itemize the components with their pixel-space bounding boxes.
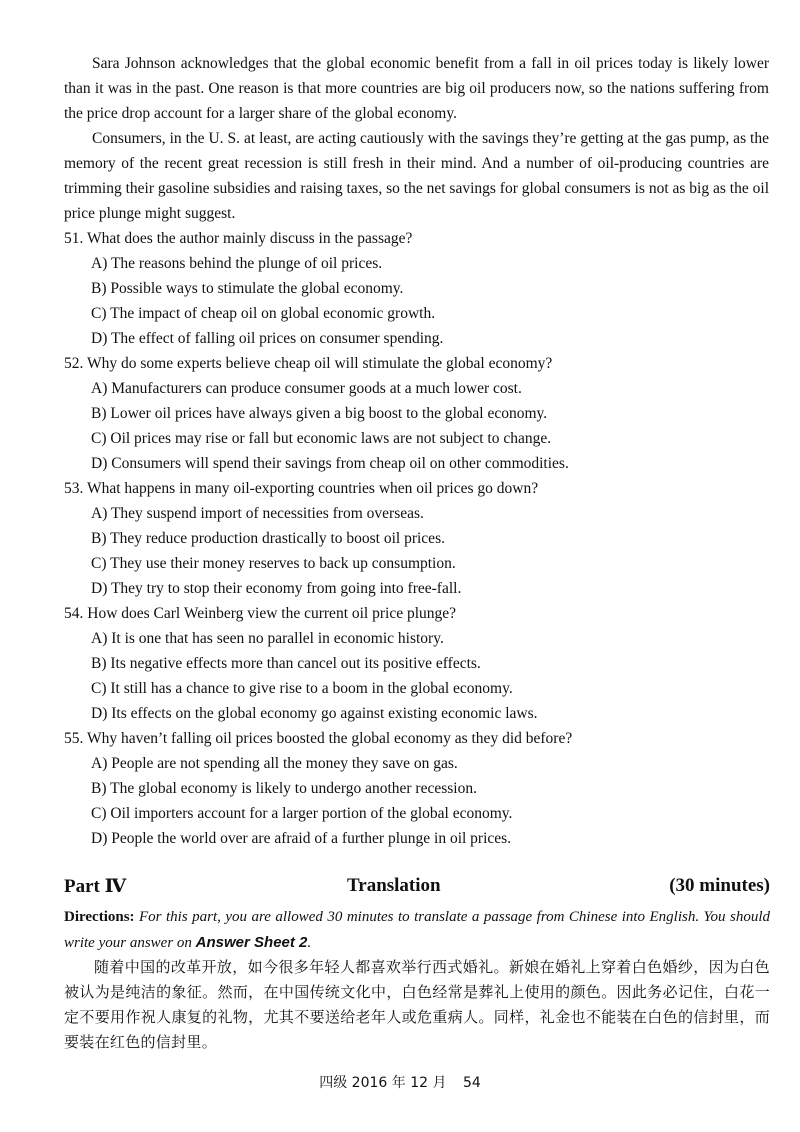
- option-d: D) Consumers will spend their savings from cheap oil on other commodities.: [91, 455, 569, 472]
- option-a: A) People are not spending all the money they save on gas.: [91, 755, 458, 772]
- question-stem: 54. How does Carl Weinberg view the current oil price plunge?: [64, 605, 457, 622]
- footer-exam-label: 四级 2016 年 12 月: [319, 1075, 447, 1091]
- question-stem: 53. What happens in many oil-exporting countries when oil prices go down?: [64, 480, 539, 497]
- part-label: Part Ⅳ: [64, 876, 127, 897]
- option-a: A) It is one that has seen no parallel in economic history.: [91, 630, 444, 647]
- option-b: B) The global economy is likely to undergo another recession.: [91, 780, 477, 797]
- question-52: [64, 351, 774, 476]
- directions: [64, 905, 770, 956]
- option-b: B) Possible ways to stimulate the global economy.: [91, 280, 404, 297]
- question-55: [64, 726, 774, 851]
- option-a: A) The reasons behind the plunge of oil prices.: [91, 255, 383, 272]
- option-c: C) They use their money reserves to back up consumption.: [91, 555, 456, 572]
- option-c: C) It still has a chance to give rise to a boom in the global economy.: [91, 680, 513, 697]
- question-51: [64, 226, 774, 351]
- part-title: Translation: [347, 875, 441, 896]
- page-number: 54: [462, 1075, 481, 1091]
- answer-sheet-reference: Answer Sheet 2: [195, 934, 308, 951]
- chinese-translation-passage: 随着中国的改革开放，如今很多年轻人都喜欢举行西式婚礼。新娘在婚礼上穿着白色婚纱，因为白色被认为是纯洁的象征。然而，在中国传统文化中，白色经常是葬礼上使用的颜色。因此务必记住，白花一定不要用作祝人康复的礼物，尤其不要送给老年人或危重病人。同样，礼金也不能装在白色的信封里，而要装在红色的信封里。: [64, 958, 770, 1051]
- option-a: A) Manufacturers can produce consumer goods at a much lower cost.: [91, 380, 522, 397]
- option-c: C) Oil prices may rise or fall but economic laws are not subject to change.: [91, 430, 552, 447]
- question-stem: 51. What does the author mainly discuss in the passage?: [64, 230, 413, 247]
- passage-paragraph-1: Sara Johnson acknowledges that the global economic benefit from a fall in oil prices today is likely lower than it was in the past. One reason is that more countries are big oil producers now, so the nations suffering from the price drop account for a larger share of the global economy.: [64, 55, 769, 122]
- question-stem: 55. Why haven’t falling oil prices boosted the global economy as they did before?: [64, 730, 573, 747]
- page-footer: [0, 1072, 800, 1092]
- option-b: B) They reduce production drastically to boost oil prices.: [91, 530, 445, 547]
- passage-paragraph-2: Consumers, in the U. S. at least, are acting cautiously with the savings they’re getting at the gas pump, as the memory of the recent great recession is still fresh in their mind. And a number of oil-producing countries are trimming their gasoline subsidies and raising taxes, so the net savings for global consumers is not as big as the oil price plunge might suggest.: [64, 130, 769, 222]
- directions-text: For this part, you are allowed 30 minutes to translate a passage from Chinese into English. You should write your answer on: [64, 909, 770, 951]
- option-b: B) Its negative effects more than cancel out its positive effects.: [91, 655, 481, 672]
- option-d: D) They try to stop their economy from going into free-fall.: [91, 580, 462, 597]
- question-53: [64, 476, 774, 601]
- option-b: B) Lower oil prices have always given a big boost to the global economy.: [91, 405, 548, 422]
- directions-end: .: [307, 935, 312, 951]
- part-iv-header: [64, 875, 770, 903]
- option-d: D) Its effects on the global economy go against existing economic laws.: [91, 705, 538, 722]
- directions-label: Directions:: [64, 909, 135, 925]
- option-d: D) The effect of falling oil prices on consumer spending.: [91, 330, 444, 347]
- option-c: C) The impact of cheap oil on global economic growth.: [91, 305, 436, 322]
- question-54: [64, 601, 774, 726]
- option-d: D) People the world over are afraid of a further plunge in oil prices.: [91, 830, 512, 847]
- option-c: C) Oil importers account for a larger portion of the global economy.: [91, 805, 513, 822]
- part-time-limit: (30 minutes): [669, 875, 770, 896]
- option-a: A) They suspend import of necessities from overseas.: [91, 505, 424, 522]
- question-stem: 52. Why do some experts believe cheap oil will stimulate the global economy?: [64, 355, 553, 372]
